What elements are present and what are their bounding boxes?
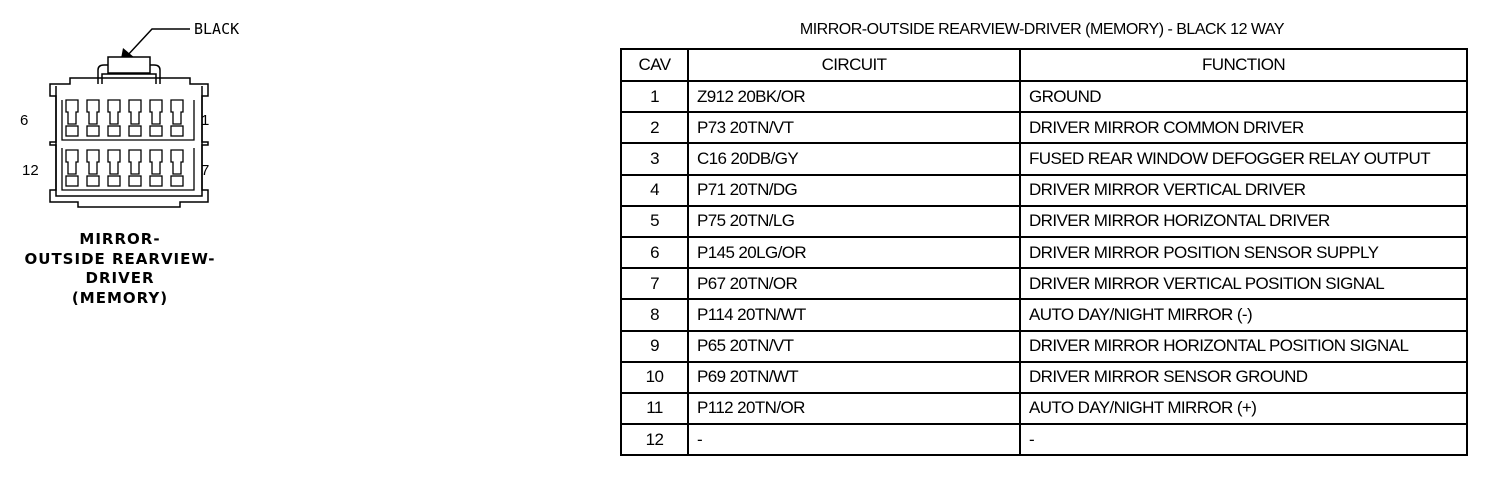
color-callout: BLACK [194, 20, 240, 38]
cav-cell: 6 [621, 237, 688, 268]
cav-cell: 7 [621, 268, 688, 299]
cav-cell: 1 [621, 81, 688, 112]
table-row [621, 112, 1467, 143]
function-cell: DRIVER MIRROR HORIZONTAL DRIVER [1020, 206, 1467, 237]
cav-cell: 3 [621, 143, 688, 174]
function-cell: DRIVER MIRROR POSITION SENSOR SUPPLY [1020, 237, 1467, 268]
table-row [621, 268, 1467, 299]
connector-name [20, 230, 220, 308]
circuit-cell: P67 20TN/OR [688, 268, 1020, 299]
pin-label-12: 12 [22, 162, 39, 179]
table-row [621, 175, 1467, 206]
cavity-row-top [62, 100, 194, 140]
connector-diagram [0, 0, 300, 225]
circuit-cell: P145 20LG/OR [688, 237, 1020, 268]
header-cav: CAV [621, 49, 688, 81]
cav-cell: 8 [621, 299, 688, 330]
pin-label-1: 1 [201, 112, 210, 129]
function-cell: AUTO DAY/NIGHT MIRROR (-) [1020, 299, 1467, 330]
pin-label-6: 6 [20, 112, 29, 129]
function-cell: DRIVER MIRROR COMMON DRIVER [1020, 112, 1467, 143]
cav-cell: 2 [621, 112, 688, 143]
function-cell: DRIVER MIRROR HORIZONTAL POSITION SIGNAL [1020, 331, 1467, 362]
circuit-cell: P73 20TN/VT [688, 112, 1020, 143]
cav-cell: 10 [621, 362, 688, 393]
cav-cell: 4 [621, 175, 688, 206]
circuit-cell: P71 20TN/DG [688, 175, 1020, 206]
circuit-cell: P75 20TN/LG [688, 206, 1020, 237]
cav-cell: 5 [621, 206, 688, 237]
table-row [621, 393, 1467, 424]
header-function: FUNCTION [1020, 49, 1467, 81]
circuit-cell: P114 20TN/WT [688, 299, 1020, 330]
table-row [621, 143, 1467, 174]
cav-cell: 9 [621, 331, 688, 362]
connector-name-line: OUTSIDE REARVIEW- [24, 249, 216, 268]
table-title: MIRROR-OUTSIDE REARVIEW-DRIVER (MEMORY) - BLACK 12 WAY [799, 21, 1285, 38]
circuit-cell: Z912 20BK/OR [688, 81, 1020, 112]
table-row [621, 299, 1467, 330]
connector-name-line: MIRROR- [79, 230, 161, 248]
function-cell: DRIVER MIRROR SENSOR GROUND [1020, 362, 1467, 393]
circuit-cell: P112 20TN/OR [688, 393, 1020, 424]
table-row [621, 81, 1467, 112]
header-circuit: CIRCUIT [688, 49, 1020, 81]
table-row [621, 331, 1467, 362]
circuit-cell: C16 20DB/GY [688, 143, 1020, 174]
connector-body [50, 78, 208, 207]
circuit-cell: P69 20TN/WT [688, 362, 1020, 393]
circuit-cell: P65 20TN/VT [688, 331, 1020, 362]
circuit-cell: - [688, 424, 1020, 455]
function-cell: DRIVER MIRROR VERTICAL POSITION SIGNAL [1020, 268, 1467, 299]
function-cell: - [1020, 424, 1467, 455]
pin-label-7: 7 [201, 162, 210, 179]
table-header-row [621, 49, 1467, 81]
pinout-table [620, 48, 1468, 456]
function-cell: DRIVER MIRROR VERTICAL DRIVER [1020, 175, 1467, 206]
table-row [621, 206, 1467, 237]
table-row [621, 424, 1467, 455]
connector-name-line: DRIVER [85, 269, 155, 287]
table-row [621, 237, 1467, 268]
table-body [621, 81, 1467, 455]
cav-cell: 12 [621, 424, 688, 455]
function-cell: GROUND [1020, 81, 1467, 112]
function-cell: FUSED REAR WINDOW DEFOGGER RELAY OUTPUT [1020, 143, 1467, 174]
connector-name-line: (MEMORY) [71, 288, 169, 307]
connector-latch [98, 57, 160, 84]
cavity-row-bottom [62, 148, 194, 190]
cav-cell: 11 [621, 393, 688, 424]
function-cell: AUTO DAY/NIGHT MIRROR (+) [1020, 393, 1467, 424]
table-row [621, 362, 1467, 393]
